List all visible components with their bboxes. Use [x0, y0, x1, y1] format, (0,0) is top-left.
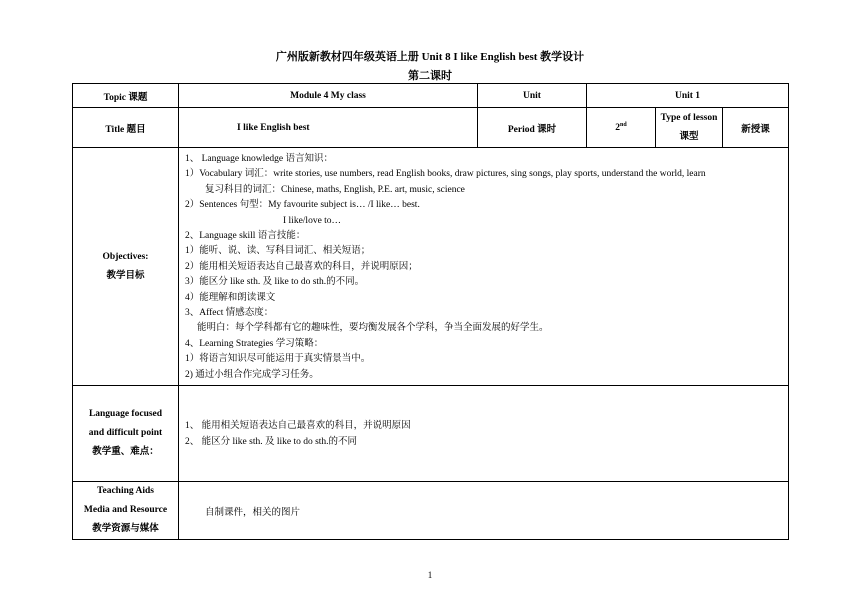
- title-label: Title 题目: [73, 108, 179, 148]
- objective-line: 3、Affect 情感态度：: [185, 308, 274, 319]
- unit-label: Unit: [478, 84, 587, 108]
- aids-row: [73, 482, 789, 540]
- period-suffix: nd: [620, 121, 627, 128]
- objective-line: 4、Learning Strategies 学习策略：: [185, 338, 324, 349]
- aids-value: 自制课件，相关的图片: [179, 482, 789, 540]
- document-subtitle: 第二课时: [408, 70, 452, 82]
- aids-label-line1: Teaching Aids: [97, 486, 154, 497]
- lesson-type-label-en: Type of lesson: [660, 112, 718, 123]
- focus-label-line3: 教学重、难点：: [92, 447, 159, 458]
- topic-value: Module 4 My class: [179, 84, 478, 108]
- objective-line: 3）能区分 like sth. 及 like to do sth.的不同。: [185, 277, 365, 288]
- title-value: I like English best: [179, 108, 478, 148]
- objectives-label: [73, 148, 179, 386]
- objective-line: 1）将语言知识尽可能运用于真实情景当中。: [185, 354, 371, 365]
- aids-label-line2: Media and Resource: [83, 505, 168, 516]
- objective-line: 能明白：每个学科都有它的趣味性，要均衡发展各个学科，争当全面发展的好学生。: [197, 323, 549, 334]
- objective-line: I like/love to…: [283, 215, 342, 226]
- unit-value: Unit 1: [587, 84, 789, 108]
- lesson-type-label: [656, 108, 723, 148]
- aids-label: [73, 482, 179, 540]
- objectives-content: [179, 148, 789, 386]
- objective-line: 2）Sentences 句型：My favourite subject is… /I like… best.: [185, 200, 420, 211]
- lesson-type-label-zh: 课型: [679, 131, 699, 142]
- focus-label: [73, 386, 179, 482]
- focus-row: [73, 386, 789, 482]
- objective-line: 1、 Language knowledge 语言知识：: [185, 154, 334, 164]
- period-number: 2: [615, 123, 621, 134]
- focus-line: 2、 能区分 like sth. 及 like to do sth.的不同: [185, 436, 358, 447]
- page-number: 1: [427, 570, 433, 580]
- lesson-plan-table: [72, 83, 789, 540]
- objectives-label-zh: 教学目标: [106, 270, 145, 281]
- objective-line: 2) 通过小组合作完成学习任务。: [185, 369, 319, 380]
- period-label: Period 课时: [478, 108, 587, 148]
- objective-line: 2、Language skill 语言技能：: [185, 231, 306, 242]
- focus-line: 1、 能用相关短语表达自己最喜欢的科目，并说明原因: [185, 420, 411, 431]
- objective-line: 2）能用相关短语表达自己最喜欢的科目，并说明原因；: [185, 261, 418, 272]
- document-title: 广州版新教材四年级英语上册 Unit 8 I like English best 教学设计: [275, 51, 585, 63]
- objective-line: 1）Vocabulary 词汇：write stories, use numbers, read English books, draw pictures, sing songs, play sports, understand the world, learn: [185, 169, 706, 180]
- topic-label: Topic 课题: [73, 84, 179, 108]
- objective-line: 4）能理解和朗读课文: [185, 292, 276, 303]
- aids-label-line3: 教学资源与媒体: [92, 524, 159, 535]
- period-value: [587, 108, 656, 148]
- objective-line: 复习科目的词汇：Chinese, maths, English, P.E. art, music, science: [205, 184, 465, 195]
- objective-line: 1）能听、说、读、写科目词汇、相关短语；: [185, 246, 371, 257]
- lesson-type-value: 新授课: [723, 108, 789, 148]
- objectives-label-en: Objectives:: [102, 251, 149, 262]
- objectives-row: [73, 148, 789, 386]
- topic-row: [73, 84, 789, 108]
- title-row: [73, 108, 789, 148]
- focus-content: [179, 386, 789, 482]
- focus-label-line1: Language focused: [88, 409, 163, 420]
- focus-label-line2: and difficult point: [88, 428, 163, 439]
